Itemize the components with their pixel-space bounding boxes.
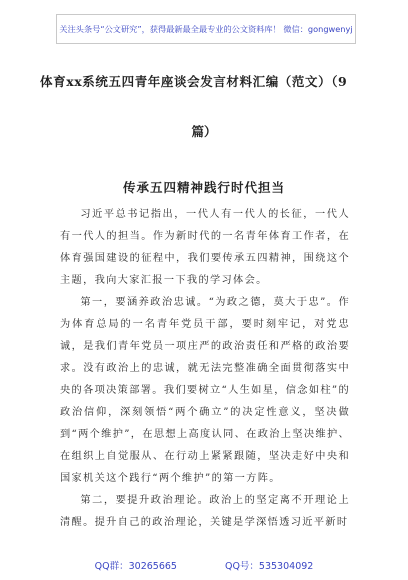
- section-heading: 传承五四精神践行时代担当: [122, 180, 285, 195]
- document-title: 体育xx系统五四青年座谈会发言材料汇编（范文）（9: [40, 74, 348, 89]
- paragraph: 习近平总书记指出，一代人有一代人的长征，一代人有一代人的担当。作为新时代的一名青年体育工作者，在体育强国建设的征程中，我们要传承五四精神，围绕这个主题，我向大家汇报一下我的学习体会。: [60, 209, 350, 286]
- paragraph: 第二，要提升政治理论。政治上的坚定离不开理论上清醒。提升自己的政治理论，关键是学深悟透习近平新时: [60, 495, 350, 528]
- footer-qq-number: QQ号：535304092: [224, 561, 314, 572]
- paragraph: 第一，要涵养政治忠诚。“为政之德，莫大于忠”。作为体育总局的一名青年党员干部，要时刻牢记，对党忠诚，是我们青年党员一项庄严的政治责任和严格的政治要求。没有政治上的忠诚，就无法完整准确全面贯彻落实中央的各项决策部署。我们要树立“人生如星，信念如柱”的政治信仰，深刻领悟“两个确立”的决定性意义，坚决做到“两个维护”，在思想上高度认同、在政治上坚决维护、在组织上自觉服从、在行动上紧紧跟随，坚决走好中央和国家机关这个践行“两个维护”的第一方阵。: [60, 297, 351, 484]
- banner-text: 关注头条号“公文研究”，获得最新最全最专业的公文资料库！ 微信：gongwenyj: [59, 23, 353, 34]
- document-title-continued: 篇）: [191, 124, 217, 139]
- body-text: [60, 204, 350, 534]
- header-banner: [56, 14, 356, 44]
- footer-qq-group: QQ群：30265665: [94, 561, 177, 572]
- footer: [0, 558, 408, 572]
